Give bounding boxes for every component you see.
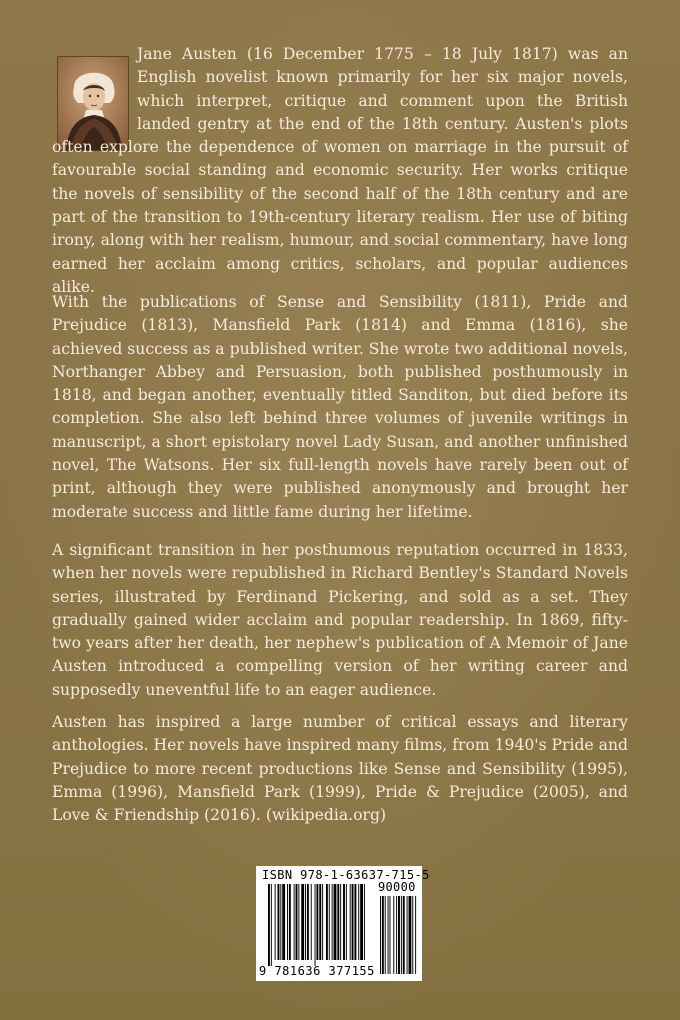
barcode-addon-bar [407,896,408,974]
barcode-bar [316,884,318,960]
barcode-addon-bar [393,896,394,974]
barcode-addon-bar [382,896,384,974]
barcode-bar [346,884,347,960]
barcode-bar [322,884,323,960]
barcode-bar [294,884,295,960]
barcode-bar [280,884,281,960]
barcode-addon-bar [396,896,397,974]
barcode-bar [268,884,270,966]
barcode-addon-bar [380,896,381,974]
barcode-addon-bar [401,896,402,974]
barcode-bar [271,884,272,966]
barcode-bar [307,884,309,960]
bio-paragraph-2: With the publications of Sense and Sensibility (1811), Pride and Prejudice (1813), Mansfield Park (1814) and Emma (1816), she achieved success as a published writer. She wrote two additional novels, Northanger Abbey and Persuasion, both published posthumously in 1818, and began another, eventually titled Sanditon, but died before its completion. She also left behind three volumes of juvenile writings in manuscript, a short epistolary novel Lady Susan, and another unfinished novel, The Watsons. Her six full-length novels have rarely been out of print, although they were published anonymously and brought her moderate success and little fame during her lifetime. [52,293,628,521]
barcode-addon-bar [409,896,412,974]
bio-paragraph-3: A significant transition in her posthumous reputation occurred in 1833, when her novels were republished in Richard Bentley's Standard Novels series, illustrated by Ferdinand Pickering, and sold as a set. They gradually gained wider acclaim and popular readership. In 1869, fifty-two years after her death, her nephew's publication of A Memoir of Jane Austen introduced a compelling version of her writing career and supposedly uneventful life to an eager audience. [52,541,628,699]
barcode-bar [329,884,330,960]
isbn-barcode [256,866,430,981]
barcode-addon-bar [415,896,416,974]
barcode-addon-bar [388,896,389,974]
bio-paragraph-1 [52,43,628,299]
barcode-bar [332,884,333,960]
barcode-bar [350,884,351,960]
barcode-bar [358,884,359,960]
barcode-bar [296,884,298,960]
barcode-bar [354,884,356,960]
barcode-bar [319,884,321,960]
barcode-bar [334,884,337,960]
barcode-addon-bar [398,896,400,974]
barcode-bar [337,884,339,960]
bio-paragraph-4: Austen has inspired a large number of critical essays and literary anthologies. Her novels have inspired many films, from 1940's Pride and Prejudice to more recent productions like Sense and Sensibility (1995), Emma (1996), Mansfield Park (1999), Pride & Prejudice (2005), and Love & Friendship (2016). (wikipedia.org) [52,713,628,825]
portrait-text-wrap [52,43,137,136]
barcode-bar [287,884,288,960]
barcode-bar [289,884,291,960]
barcode-addon-bar [390,896,391,974]
barcode-bar [315,884,316,966]
bio-paragraph-1-text: Jane Austen (16 December 1775 – 18 July 1817) was an English novelist known primarily for her six major novels, which interpret, critique and comment upon the British landed gentry at the end of the 18th century. Austen's plots often explore the dependence of women on marriage in the pursuit of favourable social standing and economic security. Her works critique the novels of sensibility of the second half of the 18th century and are part of the transition to 19th-century literary realism. Her use of biting irony, along with her realism, humour, and social commentary, have long earned her acclaim among critics, scholars, and popular audiences alike. [52,45,628,296]
barcode-bar [298,884,299,960]
barcode-bar [301,884,304,960]
barcode-bar [364,884,365,960]
barcode-bar [360,884,363,960]
addon-price-code: 90000 [378,880,416,894]
barcode-bar [326,884,328,960]
barcode-bar [282,884,285,960]
ean-digits: 9 781636 377155 [259,964,375,978]
barcode-addon-bar [412,896,413,974]
barcode-addon-bar [403,896,405,974]
barcode-bar [340,884,341,960]
barcode-bar [305,884,306,960]
barcode-bar [278,884,280,960]
barcode-bar [275,884,276,960]
isbn-label: ISBN 978-1-63637-715-5 [262,868,430,882]
barcode-bar [311,884,312,960]
barcode-bar [352,884,354,960]
barcode-bar [343,884,345,960]
barcode-addon-bar [385,896,386,974]
